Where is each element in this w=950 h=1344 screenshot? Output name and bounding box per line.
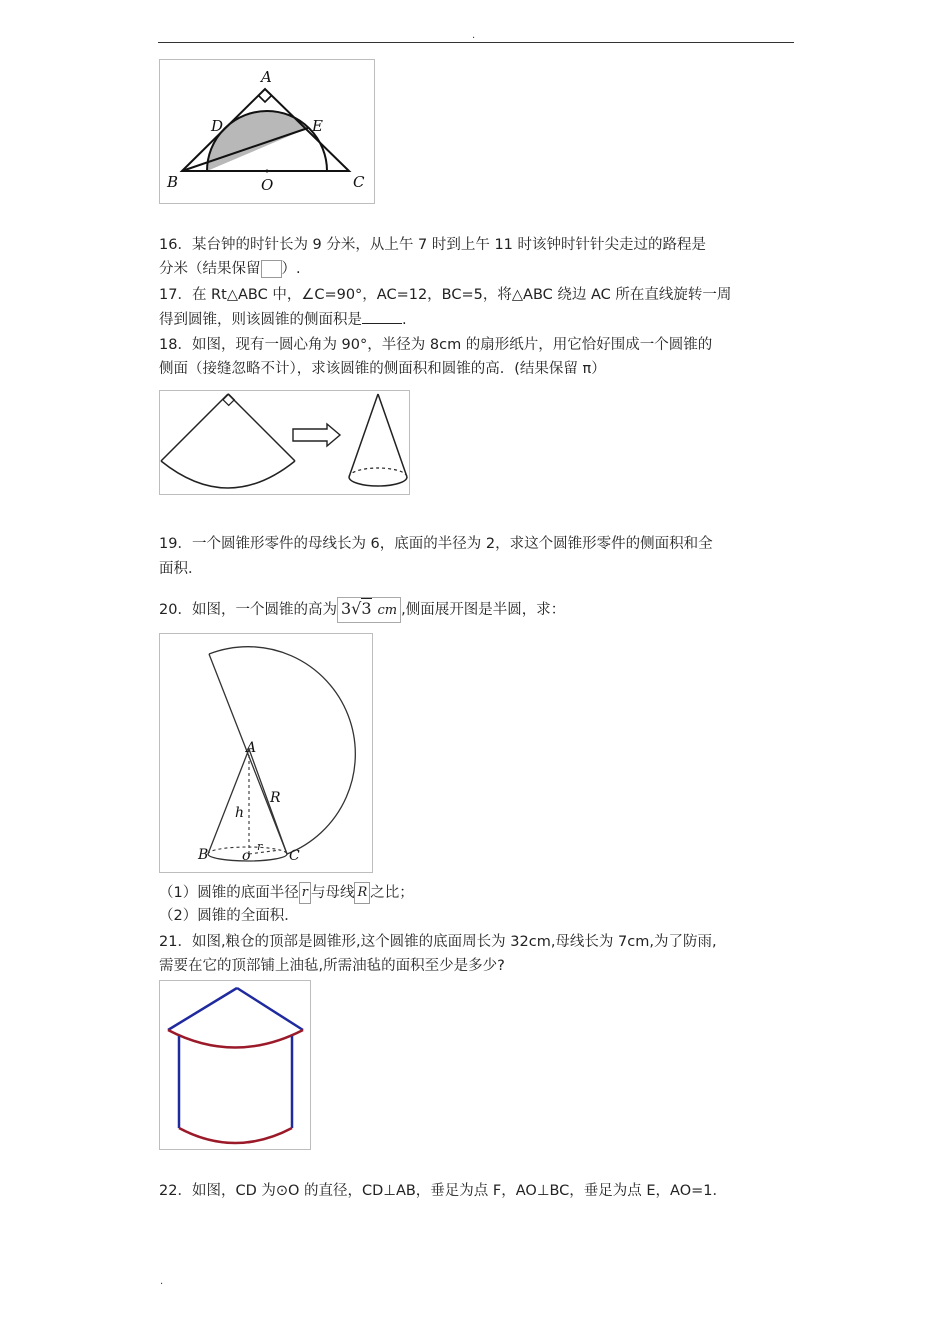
q21-line2: 需要在它的顶部铺上油毡,所需油毡的面积至少是多少? [159,958,505,974]
label-C: C [353,173,365,191]
height-formula: 3√3 cm [337,597,401,623]
label-O: O [261,176,274,194]
figure-sector-to-cone [159,390,410,495]
q22-line1: 22．如图，CD 为⊙O 的直径，CD⊥AB，垂足为点 F，AO⊥BC，垂足为点 E，AO=1． [159,1183,728,1199]
q21-line1: 21．如图,粮仓的顶部是圆锥形,这个圆锥的底面周长为 32cm,母线长为 7cm,为了防雨, [159,934,717,950]
header-mark: . [472,30,476,41]
label-E: E [312,117,323,135]
label-r: r [257,840,263,853]
q18-line2: 侧面（接缝忽略不计），求该圆锥的侧面积和圆锥的高．(结果保留 π） [159,361,606,377]
q16-line1: 16．某台钟的时针长为 9 分米，从上午 7 时到上午 11 时该钟时针针尖走过的路程是 [159,237,707,253]
label-o: o [242,848,251,864]
q17-line1: 17．在 Rt△ABC 中，∠C=90°，AC=12，BC=5，将△ABC 绕边 AC 所在直线旋转一周 [159,287,732,303]
label-B: B [198,847,209,863]
pi-placeholder-box [261,260,282,278]
q20-part1: （1）圆锥的底面半径 r 与母线 R 之比； [159,882,414,904]
label-C: C [289,848,300,864]
q18-line1: 18．如图，现有一圆心角为 90°，半径为 8cm 的扇形纸片，用它恰好围成一个圆锥的 [159,337,713,353]
q19-line1: 19．一个圆锥形零件的母线长为 6，底面的半径为 2，求这个圆锥形零件的侧面积和全 [159,536,713,552]
q20-part2: （2）圆锥的全面积． [159,908,299,924]
q16-line2: 分米（结果保留 ）. [159,261,301,277]
answer-blank [362,309,402,324]
label-R: R [270,790,281,806]
q19-line2: 面积． [159,561,203,577]
q17-line2: 得到圆锥，则该圆锥的侧面积是 . [159,309,407,330]
figure-cone-development [159,633,373,873]
label-h: h [235,805,245,821]
label-A: A [246,740,257,756]
label-D: D [211,117,224,135]
figure-granary [159,980,311,1150]
label-B: B [167,173,179,191]
header-rule [158,42,794,43]
label-A: A [261,68,272,86]
q20-line1: 20．如图，一个圆锥的高为 3√3 cm ,侧面展开图是半圆，求： [159,597,565,623]
figure-triangle-semicircle [159,59,375,204]
footer-mark: . [160,1276,164,1287]
